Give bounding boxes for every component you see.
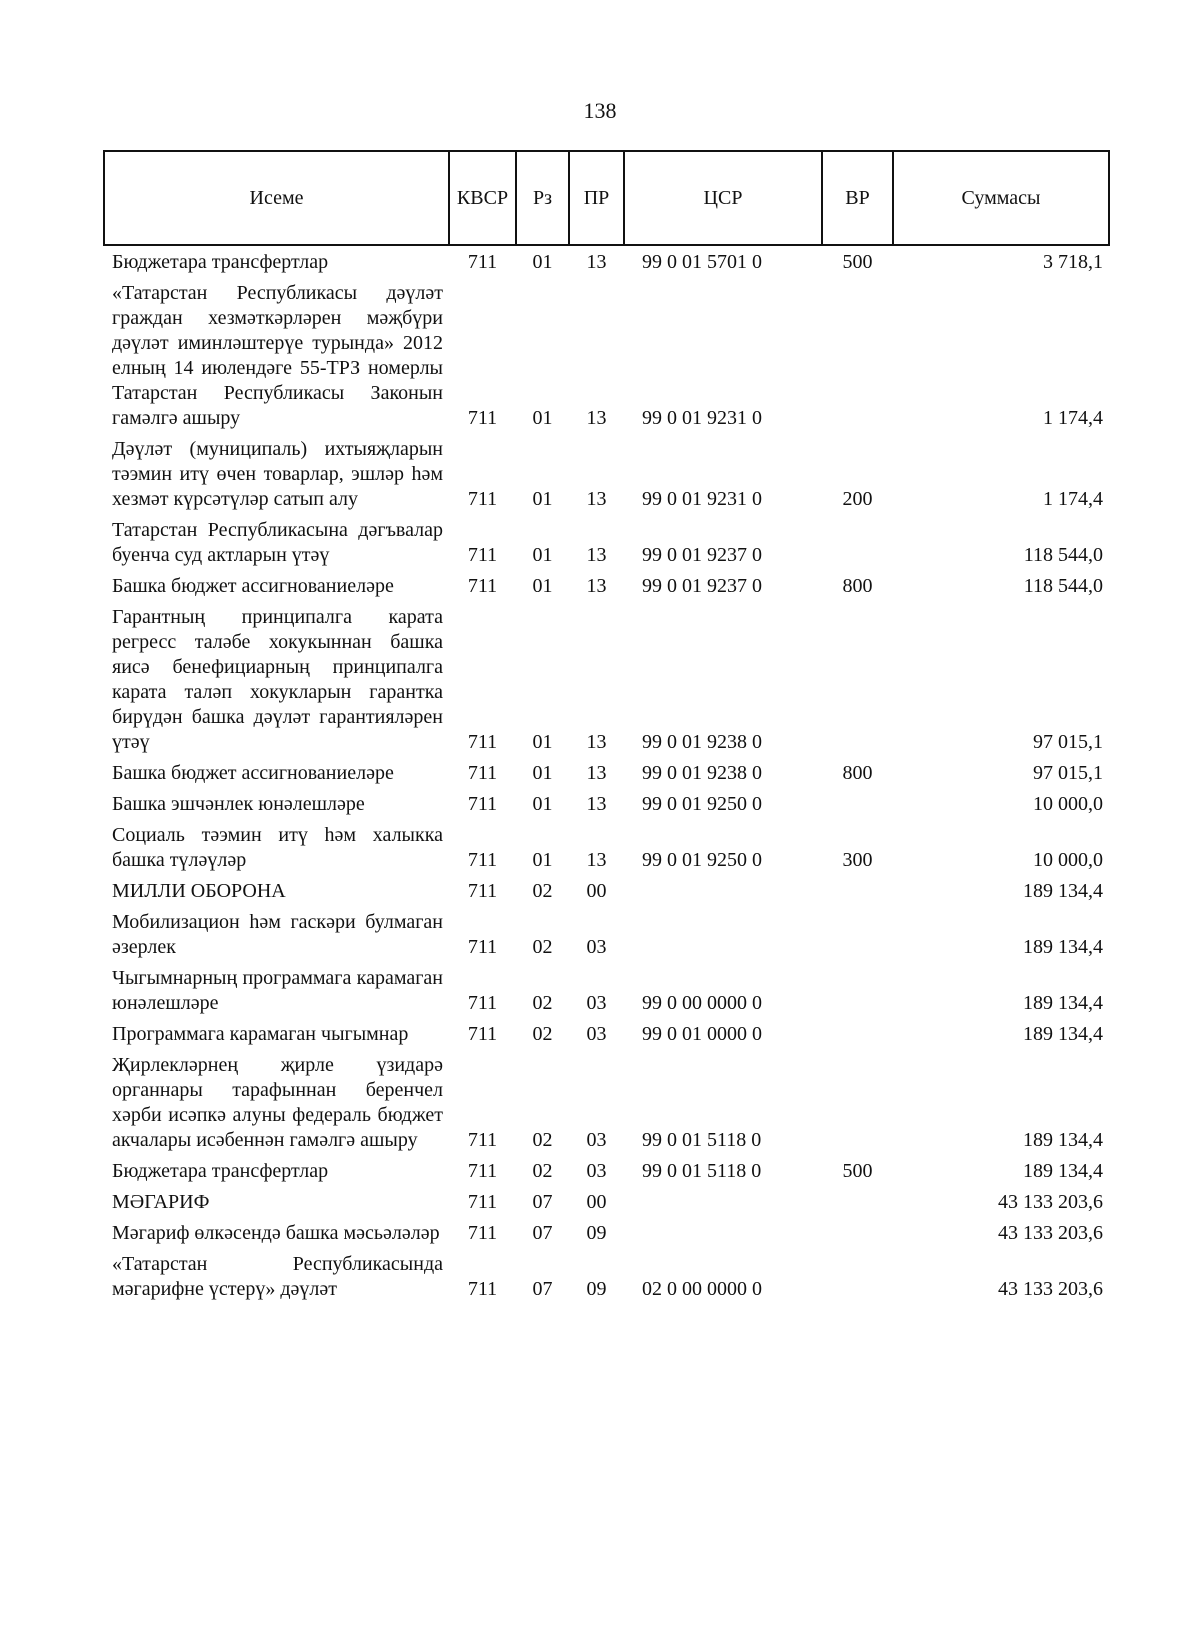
table-row — [104, 1020, 1109, 1051]
row-kvsr: 711 — [467, 407, 498, 429]
row-name: Гарантның принципалга карата регресс таләбе хокукыннан башка яисә бенефициарның принципалга карата таләп хокукларын гарантка бирүдән башка дәүләт гарантияләрен үтәү — [112, 606, 443, 753]
row-vr — [822, 877, 893, 908]
table-row — [104, 877, 1109, 908]
row-name: Мәгариф өлкәсендә башка мәсьәләләр — [112, 1222, 440, 1244]
row-sum: 1 174,4 — [1043, 407, 1103, 429]
header-csr: ЦСР — [624, 151, 822, 245]
row-csr: 99 0 01 5118 0 — [642, 1160, 762, 1182]
row-vr — [822, 964, 893, 1020]
row-pr: 13 — [586, 251, 607, 273]
header-vr: ВР — [822, 151, 893, 245]
row-vr — [822, 1188, 893, 1219]
table-row — [104, 1219, 1109, 1250]
row-pr: 03 — [586, 992, 607, 1014]
row-pr: 03 — [586, 1129, 607, 1151]
row-pr: 13 — [586, 544, 607, 566]
row-csr: 02 0 00 0000 0 — [642, 1278, 762, 1300]
row-kvsr: 711 — [467, 1191, 498, 1213]
row-rz: 01 — [532, 793, 553, 815]
table-row — [104, 1188, 1109, 1219]
row-csr: 99 0 01 9237 0 — [642, 575, 762, 597]
row-name: Мобилизацион һәм гаскәри булмаган әзерлек — [112, 911, 443, 958]
row-csr: 99 0 01 9250 0 — [642, 849, 762, 871]
row-rz: 02 — [532, 1160, 553, 1182]
row-sum: 97 015,1 — [1033, 762, 1103, 784]
row-csr: 99 0 01 0000 0 — [642, 1023, 762, 1045]
row-sum: 189 134,4 — [1023, 992, 1103, 1014]
row-csr: 99 0 01 5118 0 — [642, 1129, 762, 1151]
table-row — [104, 908, 1109, 964]
row-rz: 02 — [532, 936, 553, 958]
row-pr: 09 — [586, 1222, 607, 1244]
row-csr: 99 0 01 5701 0 — [642, 251, 762, 273]
row-sum: 10 000,0 — [1033, 793, 1103, 815]
row-rz: 01 — [532, 849, 553, 871]
table-row — [104, 790, 1109, 821]
table-row — [104, 435, 1109, 516]
row-pr: 03 — [586, 936, 607, 958]
header-kvsr: КВСР — [449, 151, 516, 245]
row-kvsr: 711 — [467, 488, 498, 510]
table-row — [104, 1051, 1109, 1157]
row-name: Дәүләт (муниципаль) ихтыяҗларын тәэмин итү өчен товарлар, эшләр һәм хезмәт күрсәтүләр сатып алу — [112, 438, 443, 510]
row-vr: 200 — [842, 488, 873, 510]
header-sum: Суммасы — [893, 151, 1109, 245]
table-row — [104, 759, 1109, 790]
row-sum: 1 174,4 — [1043, 488, 1103, 510]
row-csr: 99 0 01 9237 0 — [642, 544, 762, 566]
row-name: МӘГАРИФ — [112, 1191, 210, 1213]
table-row — [104, 516, 1109, 572]
header-name: Исеме — [104, 151, 449, 245]
row-rz: 02 — [532, 880, 553, 902]
row-sum: 43 133 203,6 — [998, 1278, 1103, 1300]
row-name: Башка эшчәнлек юнәлешләре — [112, 793, 365, 815]
row-pr: 13 — [586, 575, 607, 597]
row-vr — [822, 1219, 893, 1250]
row-csr — [624, 1219, 822, 1250]
row-rz: 07 — [532, 1191, 553, 1213]
row-pr: 03 — [586, 1023, 607, 1045]
row-name: Бюджетара трансфертлар — [112, 251, 329, 273]
row-sum: 3 718,1 — [1043, 251, 1103, 273]
row-kvsr: 711 — [467, 762, 498, 784]
row-sum: 189 134,4 — [1023, 1023, 1103, 1045]
table-row — [104, 821, 1109, 877]
row-pr: 13 — [586, 488, 607, 510]
table-row — [104, 964, 1109, 1020]
row-vr — [822, 1051, 893, 1157]
row-sum: 10 000,0 — [1033, 849, 1103, 871]
row-vr — [822, 1250, 893, 1306]
table-row — [104, 245, 1109, 279]
row-pr: 13 — [586, 793, 607, 815]
row-vr — [822, 516, 893, 572]
row-sum: 189 134,4 — [1023, 1160, 1103, 1182]
row-name: «Татарстан Республикасында мәгарифне үстерү» дәүләт — [112, 1253, 443, 1300]
row-csr: 99 0 01 9231 0 — [642, 407, 762, 429]
row-name: Социаль тәэмин итү һәм халыкка башка түләүләр — [112, 824, 443, 871]
row-kvsr: 711 — [467, 1222, 498, 1244]
table-row — [104, 603, 1109, 759]
row-sum: 118 544,0 — [1023, 544, 1103, 566]
row-name: Чыгымнарның программага карамаган юнәлешләре — [112, 967, 443, 1014]
table-header-row — [104, 151, 1109, 245]
row-rz: 01 — [532, 488, 553, 510]
row-pr: 13 — [586, 762, 607, 784]
row-pr: 13 — [586, 731, 607, 753]
row-csr — [624, 908, 822, 964]
row-csr: 99 0 01 9238 0 — [642, 731, 762, 753]
page-number: 138 — [583, 98, 617, 123]
row-pr: 13 — [586, 849, 607, 871]
row-kvsr: 711 — [467, 731, 498, 753]
row-name: Татарстан Республикасына дәгъвалар буенча суд актларын үтәү — [112, 519, 443, 566]
row-name: Программага карамаган чыгымнар — [112, 1023, 409, 1045]
table-row — [104, 572, 1109, 603]
row-vr: 800 — [842, 762, 873, 784]
row-kvsr: 711 — [467, 544, 498, 566]
row-kvsr: 711 — [467, 992, 498, 1014]
row-vr: 500 — [842, 1160, 873, 1182]
row-name: Башка бюджет ассигнованиеләре — [112, 762, 394, 784]
row-rz: 02 — [532, 1023, 553, 1045]
row-vr — [822, 603, 893, 759]
row-sum: 189 134,4 — [1023, 880, 1103, 902]
row-csr: 99 0 00 0000 0 — [642, 992, 762, 1014]
row-vr: 800 — [842, 575, 873, 597]
row-vr: 300 — [842, 849, 873, 871]
row-rz: 01 — [532, 731, 553, 753]
row-kvsr: 711 — [467, 849, 498, 871]
row-rz: 01 — [532, 407, 553, 429]
row-pr: 09 — [586, 1278, 607, 1300]
row-csr: 99 0 01 9231 0 — [642, 488, 762, 510]
row-pr: 03 — [586, 1160, 607, 1182]
row-vr — [822, 790, 893, 821]
row-rz: 07 — [532, 1222, 553, 1244]
row-vr — [822, 908, 893, 964]
row-kvsr: 711 — [467, 880, 498, 902]
row-csr — [624, 877, 822, 908]
row-kvsr: 711 — [467, 1129, 498, 1151]
row-csr: 99 0 01 9250 0 — [642, 793, 762, 815]
row-pr: 00 — [586, 880, 607, 902]
row-name: «Татарстан Республикасы дәүләт граждан хезмәткәрләрен мәҗбүри дәүләт иминләштерүе турында» 2012 елның 14 июлендәге 55-ТРЗ номерлы Татарстан Республикасы Законын гамәлгә ашыру — [112, 282, 443, 429]
row-kvsr: 711 — [467, 793, 498, 815]
row-pr: 13 — [586, 407, 607, 429]
row-kvsr: 711 — [467, 1160, 498, 1182]
row-name: МИЛЛИ ОБОРОНА — [112, 880, 286, 902]
row-sum: 189 134,4 — [1023, 1129, 1103, 1151]
row-sum: 43 133 203,6 — [998, 1222, 1103, 1244]
row-csr: 99 0 01 9238 0 — [642, 762, 762, 784]
row-rz: 01 — [532, 251, 553, 273]
row-rz: 02 — [532, 1129, 553, 1151]
row-sum: 118 544,0 — [1023, 575, 1103, 597]
header-rz: Рз — [516, 151, 569, 245]
row-kvsr: 711 — [467, 936, 498, 958]
row-vr — [822, 279, 893, 435]
row-rz: 01 — [532, 544, 553, 566]
row-sum: 43 133 203,6 — [998, 1191, 1103, 1213]
header-pr: ПР — [569, 151, 624, 245]
row-kvsr: 711 — [467, 251, 498, 273]
row-csr — [624, 1188, 822, 1219]
row-pr: 00 — [586, 1191, 607, 1213]
row-rz: 01 — [532, 575, 553, 597]
budget-table — [103, 150, 1110, 1306]
row-rz: 02 — [532, 992, 553, 1014]
table-row — [104, 1157, 1109, 1188]
row-rz: 01 — [532, 762, 553, 784]
row-vr — [822, 1020, 893, 1051]
table-row — [104, 279, 1109, 435]
row-kvsr: 711 — [467, 1278, 498, 1300]
row-sum: 189 134,4 — [1023, 936, 1103, 958]
row-name: Җирлекләрнең җирле үзидарә органнары тарафыннан беренчел хәрби исәпкә алуны федераль бюджет акчалары исәбеннән гамәлгә ашыру — [112, 1054, 443, 1151]
row-rz: 07 — [532, 1278, 553, 1300]
row-vr: 500 — [842, 251, 873, 273]
table-row — [104, 1250, 1109, 1306]
row-sum: 97 015,1 — [1033, 731, 1103, 753]
row-name: Бюджетара трансфертлар — [112, 1160, 329, 1182]
row-name: Башка бюджет ассигнованиеләре — [112, 575, 394, 597]
row-kvsr: 711 — [467, 575, 498, 597]
row-kvsr: 711 — [467, 1023, 498, 1045]
